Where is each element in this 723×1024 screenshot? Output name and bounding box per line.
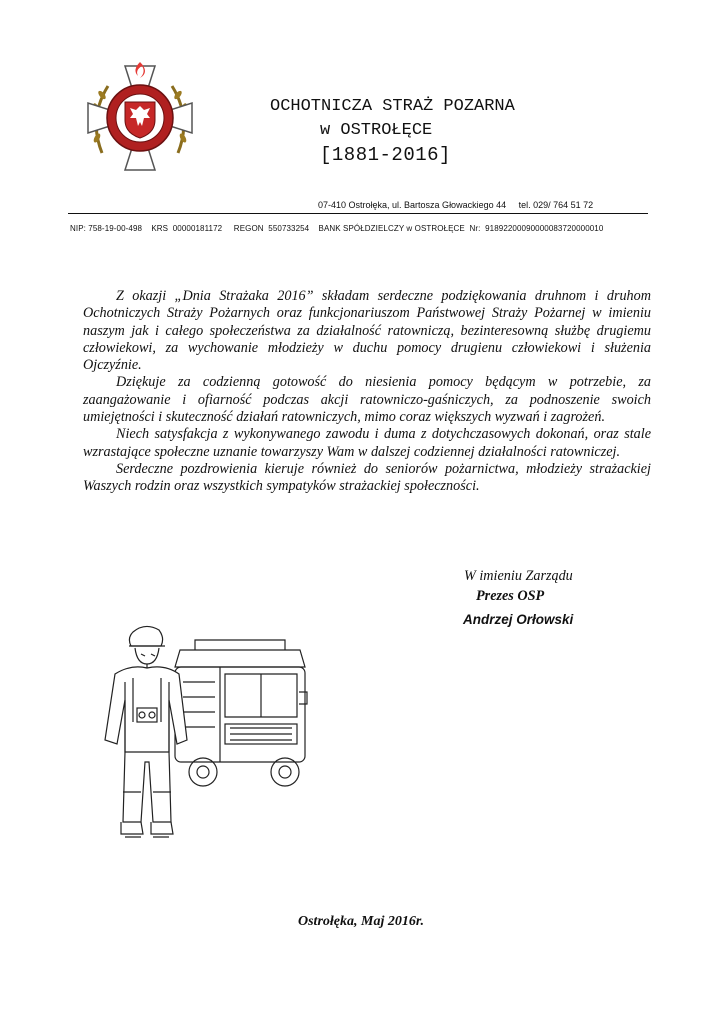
- organization-name: OCHOTNICZA STRAŻ POZARNA: [270, 97, 515, 116]
- registration-ids-line: NIP: 758-19-00-498 KRS 00000181172 REGON 550733254 BANK SPÓŁDZIELCZY w OSTROŁĘCE Nr: 91892200090000083720000010: [70, 224, 604, 233]
- place-and-date: Ostrołęka, Maj 2016r.: [298, 914, 425, 929]
- fire-brigade-emblem-icon: [80, 58, 200, 178]
- signature-on-behalf: W imieniu Zarządu: [464, 568, 573, 584]
- organization-title: [250, 95, 570, 167]
- signature-role: Prezes OSP: [476, 588, 545, 604]
- signature-name: Andrzej Orłowski: [463, 612, 574, 627]
- letter-paragraph: Dziękuje za codzienną gotowość do niesienia pomocy będącym w potrzebie, za zaangażowanie i ofiarność podczas akcji ratowniczo-gaśniczych, za podnoszenie swoich umiejętności i skuteczność działań ratowniczych, mimo coraz większych wyzwań i zagrożeń.: [83, 374, 651, 426]
- header-divider: [68, 213, 648, 214]
- address-line: 07-410 Ostrołęka, ul. Bartosza Głowackiego 44 tel. 029/ 764 51 72: [318, 200, 594, 210]
- organization-years: [1881-2016]: [320, 144, 451, 166]
- letter-paragraph: Niech satysfakcja z wykonywanego zawodu i duma z dotychczasowych dokonań, oraz stale wzrastające społeczne uznanie towarzyszy Wam w dalszej codziennej działalności ratowniczej.: [83, 426, 651, 460]
- letter-body: [83, 288, 651, 496]
- letter-paragraph: Serdeczne pozdrowienia kieruje również do seniorów pożarnictwa, młodzieży strażackiej Waszych rodzin oraz wszystkich sympatyków strażackiej społeczności.: [83, 460, 651, 495]
- organization-city: w OSTROŁĘCE: [320, 121, 433, 140]
- firefighter-and-fire-truck-sketch-icon: [85, 622, 355, 852]
- letter-paragraph: Z okazji „Dnia Strażaka 2016” składam serdeczne podziękowania druhnom i druhom Ochotniczych Straży Pożarnych oraz funkcjonariuszom Państwowej Straży Pożarnej w imieniu naszym jak i całego społeczeństwa za działalność ratowniczą, bezinteresowną służbę drugiemu człowiekowi, za wychowanie młodzieży w duchu pomocy drugienu człowiekowi i służenia Ojczyźnie.: [83, 288, 651, 374]
- signature-block: [440, 566, 640, 630]
